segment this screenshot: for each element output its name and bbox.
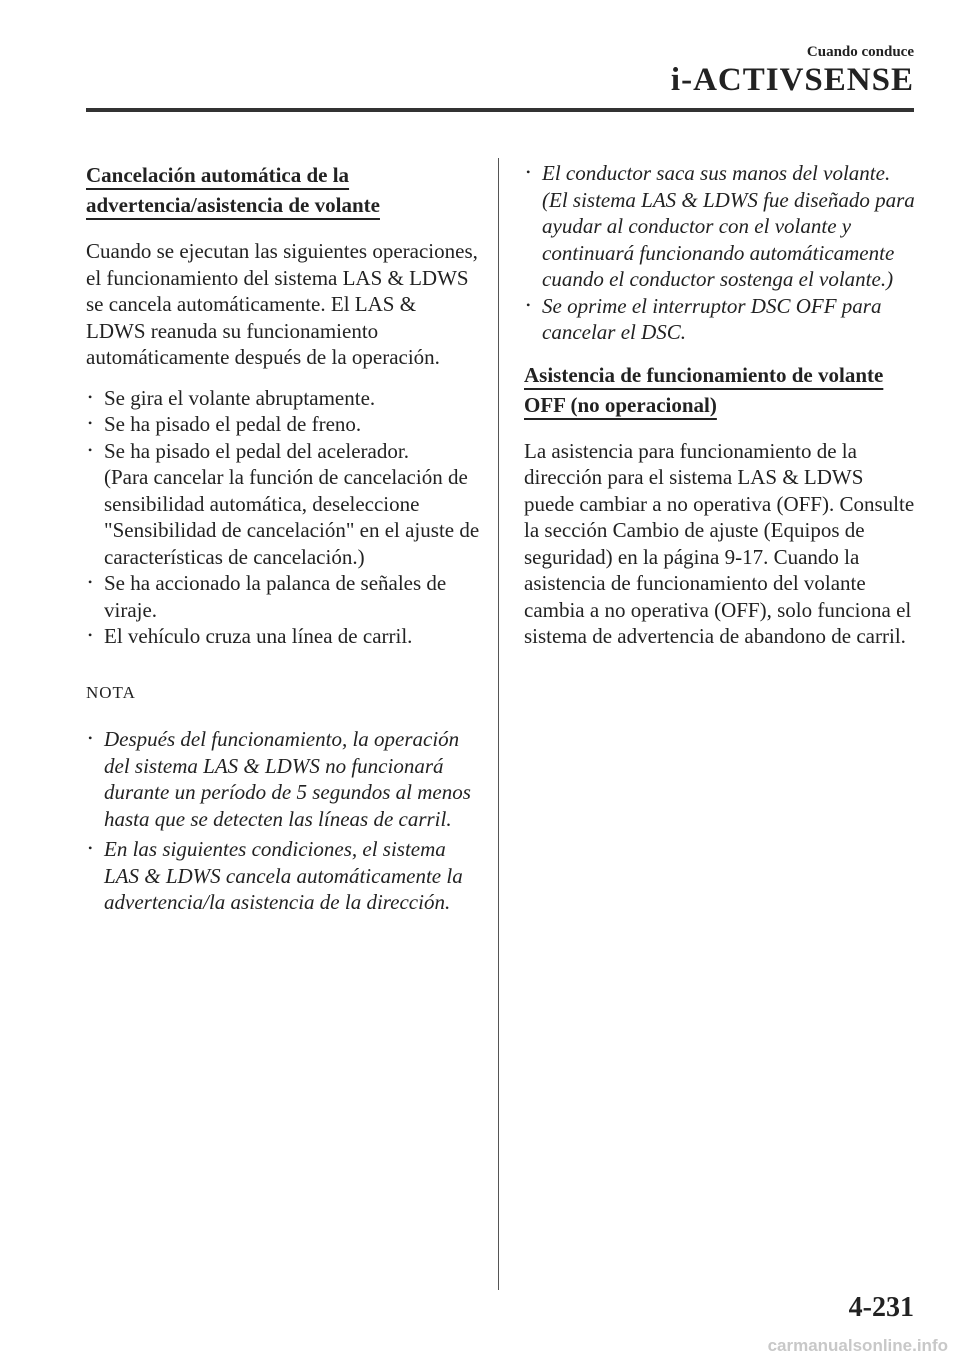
list-item: • El vehículo cruza una línea de carril. xyxy=(86,623,480,650)
intro-paragraph: Cuando se ejecutan las siguientes operaciones, el funcionamiento del sistema LAS & LDWS se cancela automáticamente. El LAS & LDWS reanuda su funcionamiento automáticamente después de la operación. xyxy=(86,239,478,369)
note-continuation-list xyxy=(524,160,916,346)
header-rule xyxy=(86,108,914,112)
note-box xyxy=(86,726,480,916)
page-number: 4-231 xyxy=(848,1292,914,1323)
chapter-title: Cuando conduce xyxy=(806,44,914,60)
note-item: • En las siguientes condiciones, el sistema LAS & LDWS cancela automáticamente la advertencia/la asistencia de la dirección. xyxy=(86,836,480,916)
note-item: • Después del funcionamiento, la operación del sistema LAS & LDWS no funcionará durante un período de 5 segundos al menos hasta que se detecten las líneas de carril. xyxy=(86,726,480,832)
note-item: • Se oprime el interruptor DSC OFF para cancelar el DSC. xyxy=(524,293,916,346)
note-item-detail: (El sistema LAS & LDWS fue diseñado para ayudar al conductor con el volante y continuará funcionando automáticamente cuando el conductor sostenga el volante.) xyxy=(542,187,915,291)
heading-line: advertencia/asistencia de volante xyxy=(86,193,380,217)
list-item: • Se ha pisado el pedal de freno. xyxy=(86,411,480,438)
right-column xyxy=(524,160,916,664)
heading-line: OFF (no operacional) xyxy=(524,392,717,417)
note-label: NOTA xyxy=(86,682,136,702)
list-item: • Se ha pisado el pedal del acelerador. (Para cancelar la función de cancelación de sensibilidad automática, deseleccione "Sensibilidad de cancelación" en el ajuste de características de cancelación.) xyxy=(86,438,480,571)
steering-assist-paragraph: La asistencia para funcionamiento de la dirección para el sistema LAS & LDWS puede cambiar a no operativa (OFF). Consulte la sección Cambio de ajuste (Equipos de seguridad) en la página 9-17. Cuando la asistencia de funcionamiento del volante cambia a no operativa (OFF), solo funciona el sistema de advertencia de abandono de carril. xyxy=(524,438,915,648)
heading-line: Cancelación automática de la xyxy=(86,163,350,187)
note-item: • El conductor saca sus manos del volante. (El sistema LAS & LDWS fue diseñado para ayudar al conductor con el volante y continuará funcionando automáticamente cuando el conductor sostenga el volante.) xyxy=(524,160,916,293)
list-item-note: (Para cancelar la función de cancelación de sensibilidad automática, deseleccione "Sensibilidad de cancelación" en el ajuste de características de cancelación.) xyxy=(104,465,480,569)
cancel-conditions-list xyxy=(86,385,480,650)
auto-cancel-heading xyxy=(86,160,480,220)
column-divider xyxy=(498,158,499,1290)
steering-assist-off-heading xyxy=(524,360,916,420)
list-item: • Se ha accionado la palanca de señales de viraje. xyxy=(86,570,480,623)
list-item: • Se gira el volante abruptamente. xyxy=(86,385,480,412)
section-title: i-ACTIVSENSE xyxy=(670,62,914,98)
left-column xyxy=(86,160,480,920)
watermark: carmanualsonline.info xyxy=(767,1336,948,1355)
heading-line: Asistencia de funcionamiento de volante xyxy=(524,362,884,387)
